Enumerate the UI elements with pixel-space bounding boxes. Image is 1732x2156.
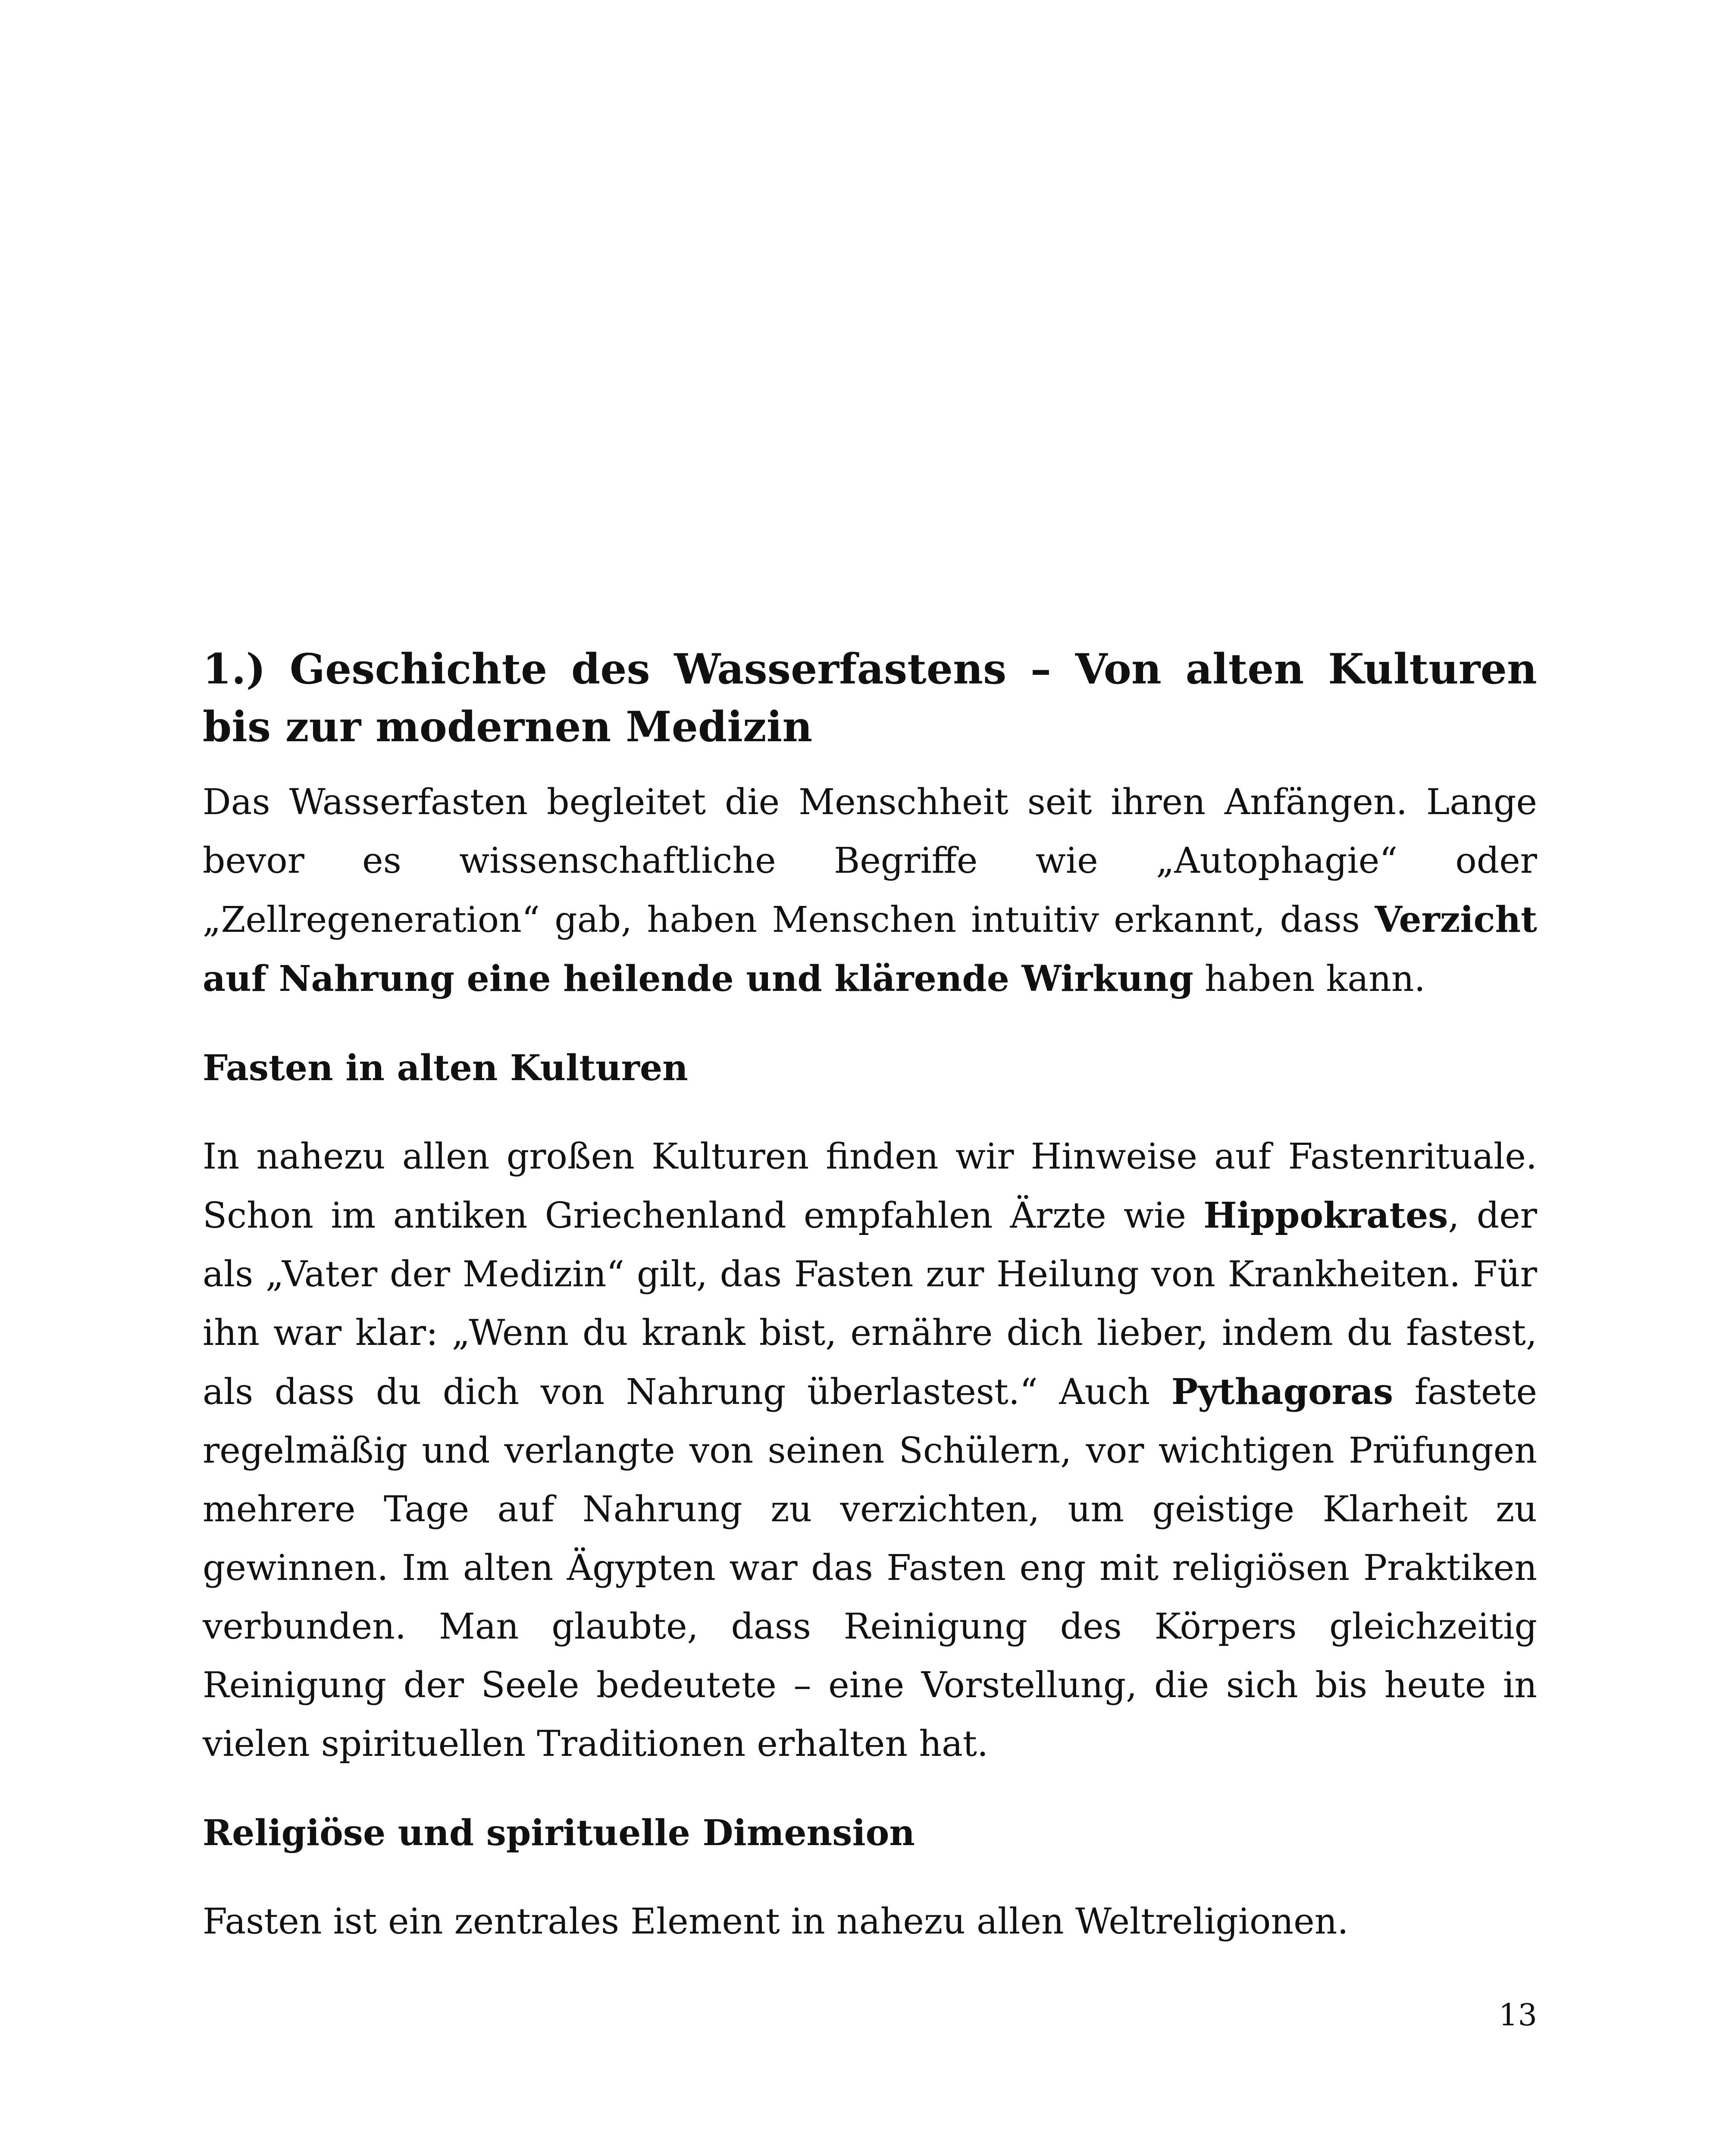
section-heading-religious-dimension: Religiöse und spirituelle Dimension: [203, 1812, 915, 1854]
religious-dimension-paragraph: Fasten ist ein zentrales Element in nahezu allen Weltreligionen.: [203, 1901, 1349, 1942]
ancient-text-part-1: In nahezu allen großen Kulturen finden wir Hinweise auf Fastenrituale. Schon im antiken Griechenland empfahlen Ärzte wie: [203, 1136, 1537, 1236]
ancient-text-part-3: fastete regelmäßig und verlangte von seinen Schülern, vor wichtigen Prüfungen mehrere Tage auf Nahrung zu verzichten, um geistige Klarheit zu gewinnen. Im alten Ägypten war das Fasten eng mit religiösen Praktiken verbunden. Man glaubte, dass Reinigung des Körpers gleichzeitig Reinigung der Seele bedeutete – eine Vorstellung, die sich bis heute in vielen spirituellen Traditionen erhalten hat.: [203, 1372, 1537, 1764]
page-content: [203, 640, 1537, 1981]
ancient-text-part-2: , der als „Vater der Medizin“ gilt, das Fasten zur Heilung von Krankheiten. Für ihn war klar: „Wenn du krank bist, ernähre dich lieber, indem du fastest, als dass du dich von Nahrung überlastest.“ Auch: [203, 1195, 1537, 1413]
intro-bold-phrase: Verzicht auf Nahrung eine heilende und klärende Wirkung: [203, 899, 1537, 1000]
intro-paragraph: [203, 773, 1537, 1009]
ancient-cultures-paragraph: [203, 1128, 1537, 1774]
pythagoras-bold: Pythagoras: [1171, 1371, 1394, 1413]
intro-text-part-2: haben kann.: [1193, 959, 1425, 1000]
section-heading-ancient-cultures: Fasten in alten Kulturen: [203, 1047, 688, 1089]
page-number: 13: [1498, 1997, 1537, 2033]
chapter-title: 1.) Geschichte des Wasserfastens – Von alten Kulturen bis zur modernen Medizin: [203, 645, 1537, 751]
intro-text-part-1: Das Wasserfasten begleitet die Menschheit seit ihren Anfängen. Lange bevor es wissenschaftliche Begriffe wie „Autophagie“ oder „Zellregeneration“ gab, haben Menschen intuitiv erkannt, dass: [203, 782, 1537, 940]
hippokrates-bold: Hippokrates: [1203, 1195, 1448, 1236]
